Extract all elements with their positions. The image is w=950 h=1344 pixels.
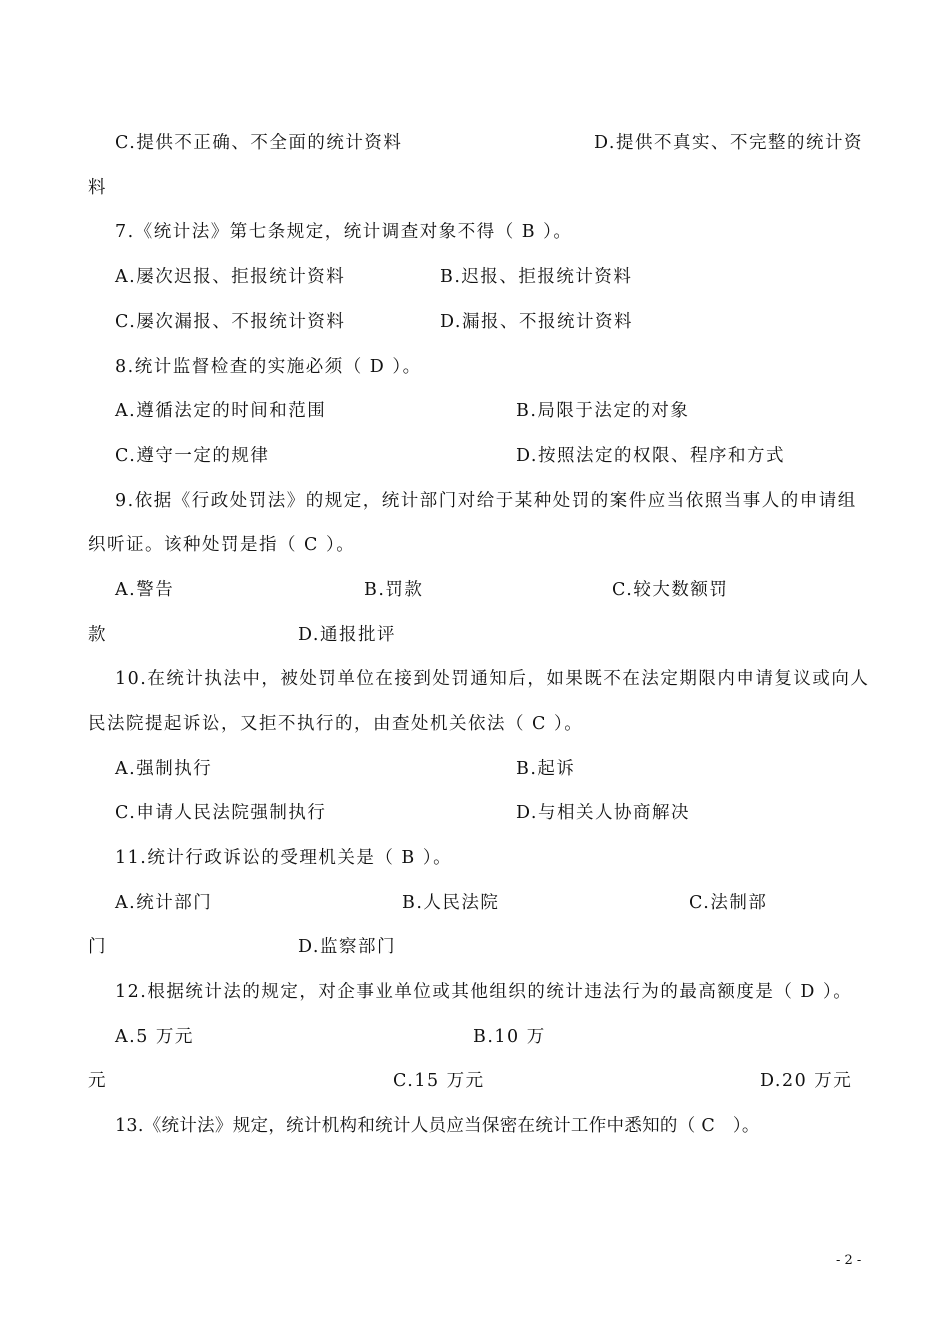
q10-option-c: C.申请人民法院强制执行 (115, 803, 327, 823)
q11-option-a: A.统计部门 (115, 893, 213, 913)
q9-option-c-cont: 款 (88, 625, 107, 645)
q9-option-a: A.警告 (115, 580, 175, 600)
q8-option-d: D.按照法定的权限、程序和方式 (516, 446, 785, 466)
q12-option-d: D.20 万元 (760, 1071, 853, 1091)
q9-option-b: B.罚款 (364, 580, 424, 600)
q8-stem: 8.统计监督检查的实施必须（ D ）。 (115, 357, 422, 377)
q13-stem: 13.《统计法》规定，统计机构和统计人员应当保密在统计工作中悉知的（ C ）。 (115, 1116, 760, 1136)
q8-option-c: C.遵守一定的规律 (115, 446, 270, 466)
q12-stem: 12.根据统计法的规定，对企事业单位或其他组织的统计违法行为的最高额度是（ D ）。 (115, 982, 853, 1002)
q9-stem-line1: 9.依据《行政处罚法》的规定，统计部门对给于某种处罚的案件应当依照当事人的申请组 (115, 491, 857, 511)
q10-option-a: A.强制执行 (115, 759, 213, 779)
q11-stem: 11.统计行政诉讼的受理机关是（ B ）。 (115, 848, 453, 868)
q7-option-b: B.迟报、拒报统计资料 (440, 267, 633, 287)
q9-option-d: D.通报批评 (298, 625, 396, 645)
q9-option-c: C.较大数额罚 (612, 580, 729, 600)
q6-option-d: D.提供不真实、不完整的统计资 (594, 133, 863, 153)
q9-stem-line2: 织听证。该种处罚是指（ C ）。 (88, 535, 356, 555)
q7-option-d: D.漏报、不报统计资料 (440, 312, 633, 332)
q10-stem-line2: 民法院提起诉讼，又拒不执行的，由查处机关依法（ C ）。 (88, 714, 584, 734)
page-number: - 2 - (836, 1253, 862, 1268)
q8-option-b: B.局限于法定的对象 (516, 401, 690, 421)
q11-option-c: C.法制部 (689, 893, 768, 913)
q12-option-b-cont: 元 (88, 1071, 107, 1091)
q11-option-d: D.监察部门 (298, 937, 396, 957)
q7-stem: 7.《统计法》第七条规定，统计调查对象不得（ B ）。 (115, 222, 573, 242)
q7-option-c: C.屡次漏报、不报统计资料 (115, 312, 346, 332)
q11-option-c-cont: 门 (88, 937, 107, 957)
q12-option-c: C.15 万元 (393, 1071, 485, 1091)
q12-option-b: B.10 万 (473, 1027, 546, 1047)
q8-option-a: A.遵循法定的时间和范围 (115, 401, 327, 421)
q11-option-b: B.人民法院 (402, 893, 500, 913)
q10-stem-line1: 10.在统计执法中，被处罚单位在接到处罚通知后，如果既不在法定期限内申请复议或向人 (115, 669, 870, 689)
q12-option-a: A.5 万元 (115, 1027, 194, 1047)
q6-option-c: C.提供不正确、不全面的统计资料 (115, 133, 403, 153)
q10-option-d: D.与相关人协商解决 (516, 803, 690, 823)
q6-option-d-cont: 料 (88, 178, 107, 198)
q7-option-a: A.屡次迟报、拒报统计资料 (115, 267, 346, 287)
q10-option-b: B.起诉 (516, 759, 576, 779)
